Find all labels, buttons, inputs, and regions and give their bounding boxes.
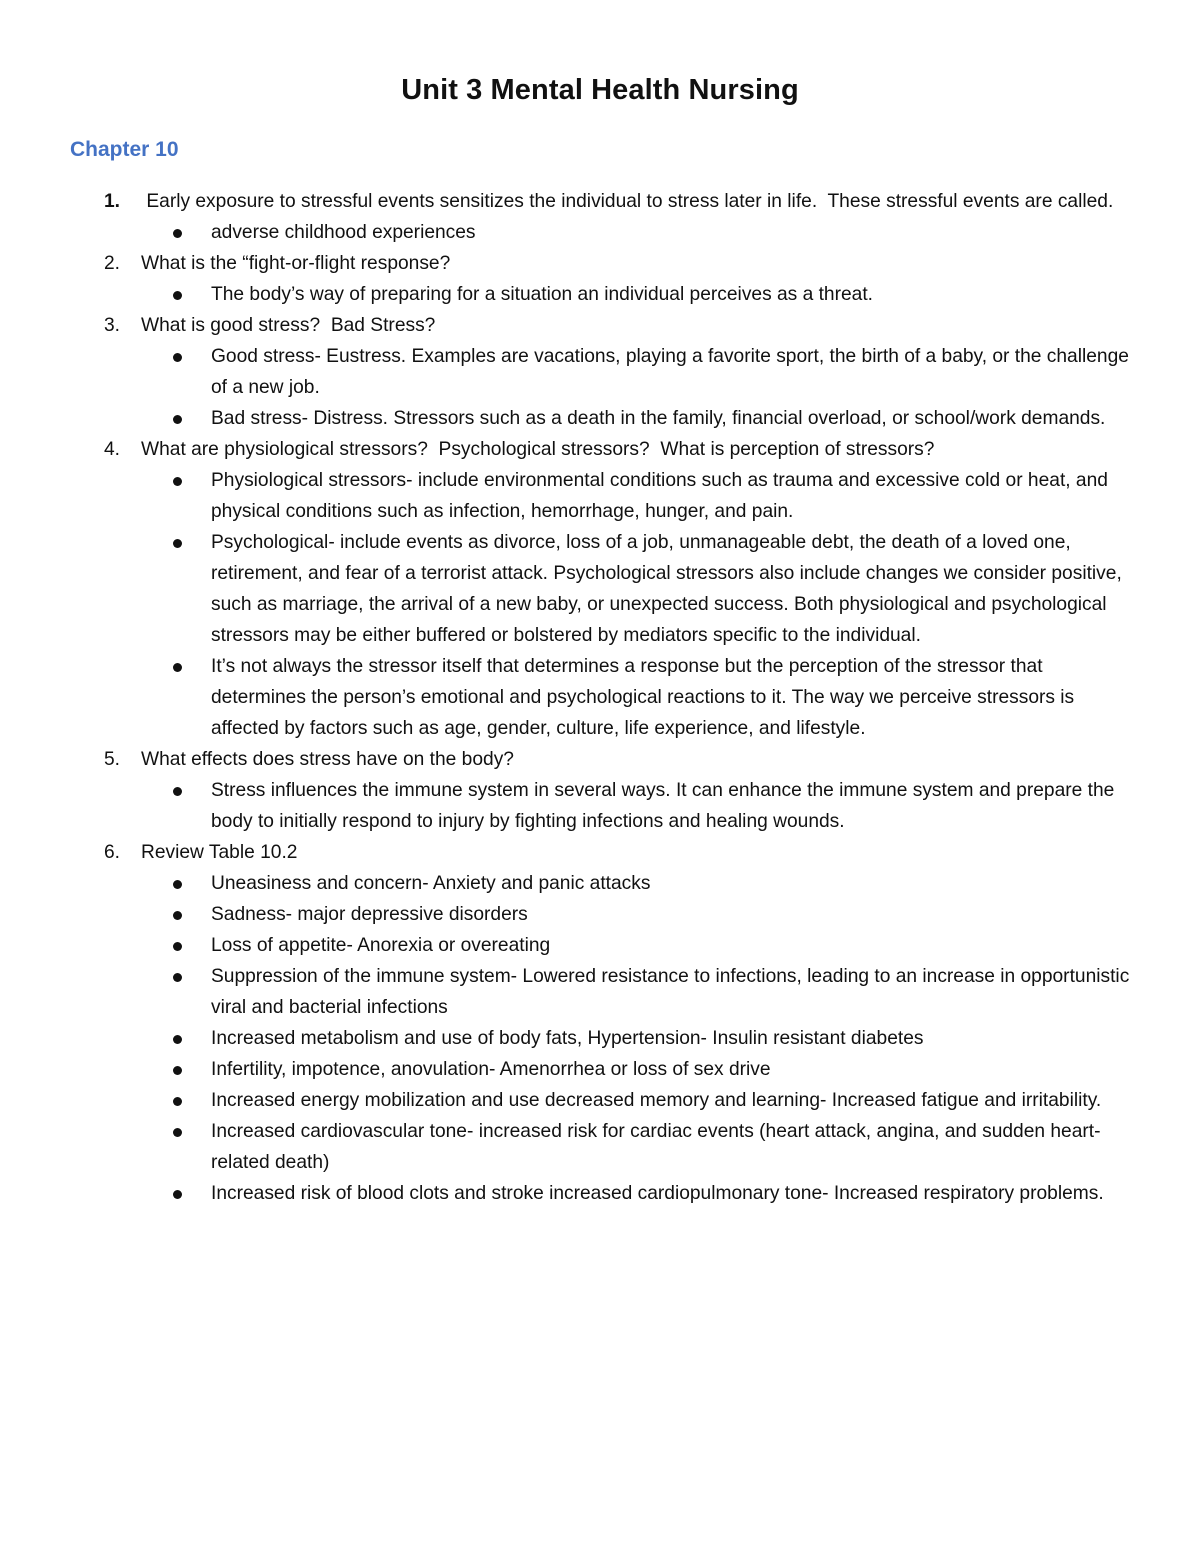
question-item bbox=[0, 186, 1200, 217]
bullet-icon bbox=[173, 1128, 182, 1137]
answer-text: Stress influences the immune system in several ways. It can enhance the immune system and prepare the body to initially respond to injury by fighting infections and healing wounds. bbox=[211, 780, 1115, 832]
answer-text: Uneasiness and concern- Anxiety and panic attacks bbox=[211, 873, 651, 894]
answer-item bbox=[0, 775, 1200, 837]
answer-item bbox=[0, 217, 1200, 248]
bullet-icon bbox=[173, 1035, 182, 1044]
answer-item bbox=[0, 899, 1200, 930]
bullet-icon bbox=[173, 229, 182, 238]
bullet-icon bbox=[173, 880, 182, 889]
answer-item bbox=[0, 1116, 1200, 1178]
answer-item bbox=[0, 868, 1200, 899]
page-title: Unit 3 Mental Health Nursing bbox=[401, 74, 799, 106]
answer-text: Bad stress- Distress. Stressors such as a death in the family, financial overload, or school/work demands. bbox=[211, 408, 1106, 429]
question-number: 3. bbox=[104, 315, 121, 336]
bullet-icon bbox=[173, 911, 182, 920]
question-number: 5. bbox=[104, 749, 121, 770]
bullet-icon bbox=[173, 353, 182, 362]
bullet-icon bbox=[173, 415, 182, 424]
bullet-icon bbox=[173, 1066, 182, 1075]
answer-item bbox=[0, 1085, 1200, 1116]
answer-item bbox=[0, 279, 1200, 310]
question-text: What are physiological stressors? Psychological stressors? What is perception of stressors? bbox=[141, 439, 935, 460]
question-number: 2. bbox=[104, 253, 121, 274]
answer-item bbox=[0, 465, 1200, 527]
answer-text: adverse childhood experiences bbox=[211, 222, 476, 243]
bullet-icon bbox=[173, 1190, 182, 1199]
answer-item bbox=[0, 1054, 1200, 1085]
question-number: 1. bbox=[104, 191, 121, 212]
answer-text: Suppression of the immune system- Lowered resistance to infections, leading to an increase in opportunistic viral and bacterial infections bbox=[211, 966, 1130, 1018]
answer-text: Increased risk of blood clots and stroke increased cardiopulmonary tone- Increased respiratory problems. bbox=[211, 1183, 1104, 1204]
question-text: What effects does stress have on the body? bbox=[141, 749, 514, 770]
answer-item bbox=[0, 961, 1200, 1023]
bullet-icon bbox=[173, 477, 182, 486]
bullet-icon bbox=[173, 663, 182, 672]
answer-text: Increased metabolism and use of body fats, Hypertension- Insulin resistant diabetes bbox=[211, 1028, 924, 1049]
bullet-icon bbox=[173, 539, 182, 548]
answer-text: Psychological- include events as divorce, loss of a job, unmanageable debt, the death of a loved one, retirement, and fear of a terrorist attack. Psychological stressors also include changes we consider positive, such as marriage, the arrival of a new baby, or unexpected success. Both physiological and psychological stressors may be either buffered or bolstered by mediators specific to the individual. bbox=[211, 532, 1122, 646]
answer-text: Physiological stressors- include environmental conditions such as trauma and excessive cold or heat, and physical conditions such as infection, hemorrhage, hunger, and pain. bbox=[211, 470, 1108, 522]
answer-text: Sadness- major depressive disorders bbox=[211, 904, 528, 925]
bullet-icon bbox=[173, 942, 182, 951]
answer-text: Good stress- Eustress. Examples are vacations, playing a favorite sport, the birth of a baby, or the challenge of a new job. bbox=[211, 346, 1129, 398]
question-item bbox=[0, 434, 1200, 465]
answer-item bbox=[0, 341, 1200, 403]
answer-text: Increased cardiovascular tone- increased risk for cardiac events (heart attack, angina, and sudden heart-related death) bbox=[211, 1121, 1101, 1173]
question-item bbox=[0, 310, 1200, 341]
bullet-icon bbox=[173, 291, 182, 300]
bullet-icon bbox=[173, 787, 182, 796]
question-text: What is the “fight-or-flight response? bbox=[141, 253, 451, 274]
question-item bbox=[0, 248, 1200, 279]
bullet-icon bbox=[173, 1097, 182, 1106]
question-number: 4. bbox=[104, 439, 121, 460]
bullet-icon bbox=[173, 973, 182, 982]
answer-item bbox=[0, 1023, 1200, 1054]
question-list bbox=[0, 186, 1200, 1209]
answer-item bbox=[0, 527, 1200, 651]
question-number: 6. bbox=[104, 842, 121, 863]
answer-text: Increased energy mobilization and use decreased memory and learning- Increased fatigue and irritability. bbox=[211, 1090, 1102, 1111]
answer-item bbox=[0, 403, 1200, 434]
question-item bbox=[0, 744, 1200, 775]
question-item bbox=[0, 837, 1200, 868]
answer-text: Loss of appetite- Anorexia or overeating bbox=[211, 935, 551, 956]
question-text: What is good stress? Bad Stress? bbox=[141, 315, 436, 336]
answer-item bbox=[0, 651, 1200, 744]
question-text: Early exposure to stressful events sensitizes the individual to stress later in life. These stressful events are called. bbox=[141, 191, 1114, 212]
chapter-heading: Chapter 10 bbox=[70, 138, 179, 161]
answer-text: Infertility, impotence, anovulation- Amenorrhea or loss of sex drive bbox=[211, 1059, 771, 1080]
answer-text: The body’s way of preparing for a situation an individual perceives as a threat. bbox=[211, 284, 873, 305]
question-text: Review Table 10.2 bbox=[141, 842, 298, 863]
answer-item bbox=[0, 930, 1200, 961]
answer-item bbox=[0, 1178, 1200, 1209]
answer-text: It’s not always the stressor itself that determines a response but the perception of the stressor that determines the person’s emotional and psychological reactions to it. The way we perceive stressors is affected by factors such as age, gender, culture, life experience, and lifestyle. bbox=[211, 656, 1075, 739]
